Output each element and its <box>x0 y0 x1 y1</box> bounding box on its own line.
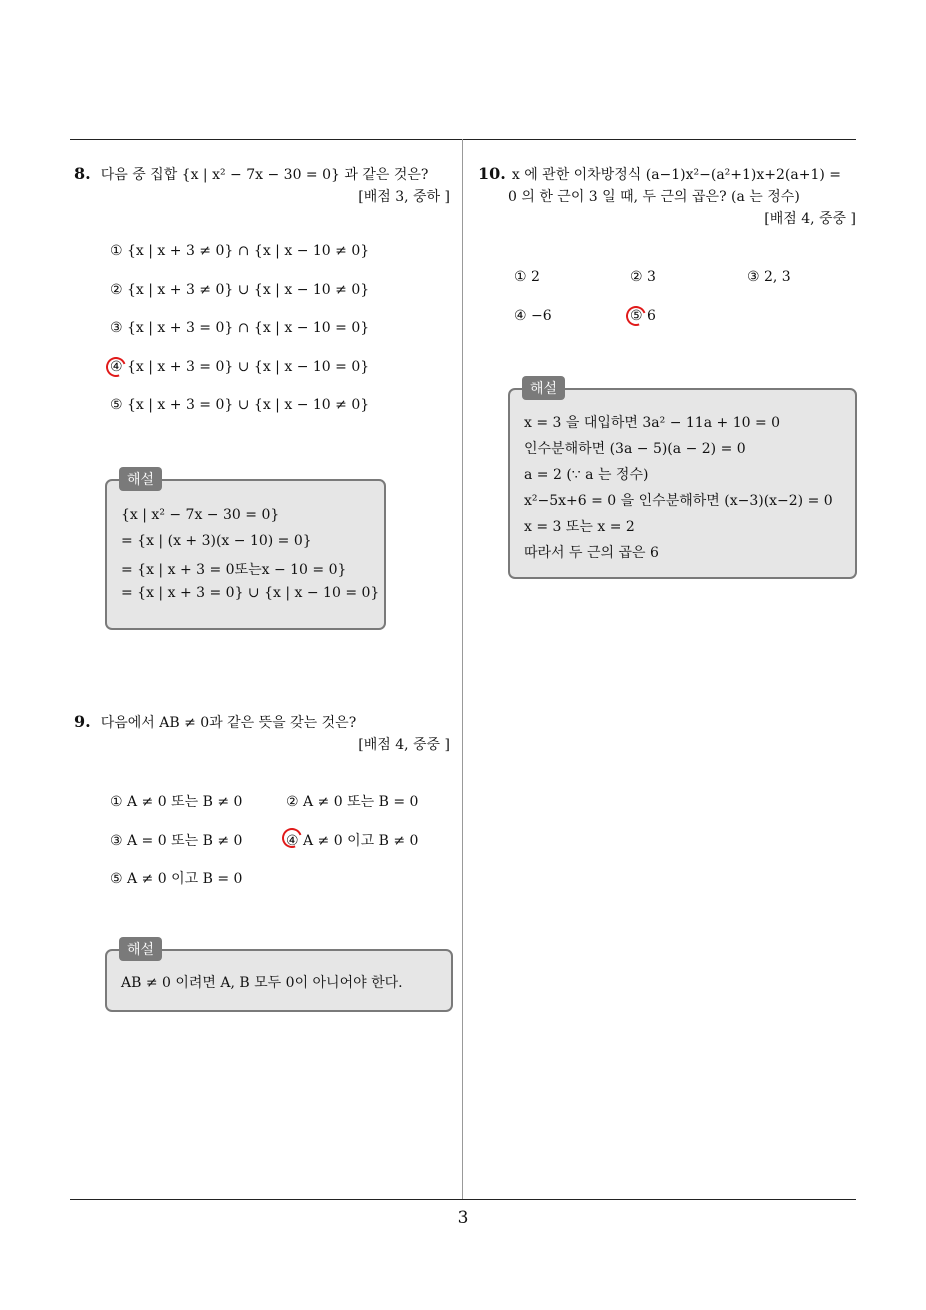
question-9 <box>74 712 450 756</box>
explanation-box <box>508 381 857 579</box>
explanation-box <box>105 942 453 1012</box>
top-rule <box>70 139 856 140</box>
bottom-rule <box>70 1199 856 1200</box>
choice-5[interactable]: ⑤ {x | x + 3 = 0} ∪ {x | x − 10 ≠ 0} <box>110 397 370 413</box>
question-text: x 에 관한 이차방정식 (a−1)x²−(a²+1)x+2(a+1) = <box>511 167 842 183</box>
explanation-line: {x | x² − 7x − 30 = 0} <box>121 507 280 523</box>
explanation-tag: 해설 <box>522 376 565 400</box>
explanation-tag: 해설 <box>119 467 162 491</box>
explanation-line: AB ≠ 0 이려면 A, B 모두 0이 아니어야 한다. <box>121 975 403 991</box>
choice-5[interactable]: ⑤ A ≠ 0 이고 B = 0 <box>110 871 243 887</box>
choice-3[interactable]: ③ {x | x + 3 = 0} ∩ {x | x − 10 = 0} <box>110 320 370 336</box>
choice-4[interactable]: ④ A ≠ 0 이고 B ≠ 0 <box>286 833 419 849</box>
answer-mark <box>103 354 130 381</box>
choice-1[interactable]: ① 2 <box>514 269 540 285</box>
explanation-line: = {x | x + 3 = 0} ∪ {x | x − 10 = 0} <box>121 585 380 601</box>
explanation-line: x²−5x+6 = 0 을 인수분해하면 (x−3)(x−2) = 0 <box>524 493 833 509</box>
question-meta: [배점 3, 중하 ] <box>358 189 450 205</box>
question-number: 8. <box>74 164 91 183</box>
explanation-line: = {x | x + 3 = 0또는x − 10 = 0} <box>121 562 347 578</box>
question-number: 10. <box>478 164 506 183</box>
choice-5[interactable]: ⑤ 6 <box>630 308 656 324</box>
question-text: 다음 중 집합 {x | x² − 7x − 30 = 0} 과 같은 것은? <box>100 167 429 183</box>
choice-4[interactable]: ④ {x | x + 3 = 0} ∪ {x | x − 10 = 0} <box>110 359 370 375</box>
question-8 <box>74 164 450 208</box>
explanation-line: x = 3 을 대입하면 3a² − 11a + 10 = 0 <box>524 415 781 431</box>
question-meta: [배점 4, 중중 ] <box>764 211 856 227</box>
choice-4[interactable]: ④ −6 <box>514 308 552 324</box>
choice-3[interactable]: ③ 2, 3 <box>747 269 791 285</box>
question-10 <box>478 164 856 230</box>
explanation-line: = {x | (x + 3)(x − 10) = 0} <box>121 533 312 549</box>
explanation-box <box>105 472 386 630</box>
question-text: 다음에서 AB ≠ 0과 같은 뜻을 갖는 것은? <box>100 715 357 731</box>
explanation-line: 인수분해하면 (3a − 5)(a − 2) = 0 <box>524 441 746 457</box>
answer-mark <box>623 303 650 330</box>
page-number: 3 <box>457 1208 469 1228</box>
question-meta: [배점 4, 중중 ] <box>358 737 450 753</box>
explanation-line: 따라서 두 근의 곱은 6 <box>524 545 659 561</box>
choice-2[interactable]: ② {x | x + 3 ≠ 0} ∪ {x | x − 10 ≠ 0} <box>110 282 370 298</box>
choice-3[interactable]: ③ A = 0 또는 B ≠ 0 <box>110 833 243 849</box>
question-text-continued: 0 의 한 근이 3 일 때, 두 근의 곱은? (a 는 정수) <box>508 189 800 205</box>
choice-1[interactable]: ① {x | x + 3 ≠ 0} ∩ {x | x − 10 ≠ 0} <box>110 243 370 259</box>
question-number: 9. <box>74 712 91 731</box>
choice-2[interactable]: ② 3 <box>630 269 656 285</box>
column-divider <box>462 139 463 1200</box>
explanation-line: x = 3 또는 x = 2 <box>524 519 635 535</box>
choice-1[interactable]: ① A ≠ 0 또는 B ≠ 0 <box>110 794 243 810</box>
choice-2[interactable]: ② A ≠ 0 또는 B = 0 <box>286 794 419 810</box>
explanation-line: a = 2 (∵ a 는 정수) <box>524 467 649 483</box>
explanation-tag: 해설 <box>119 937 162 961</box>
